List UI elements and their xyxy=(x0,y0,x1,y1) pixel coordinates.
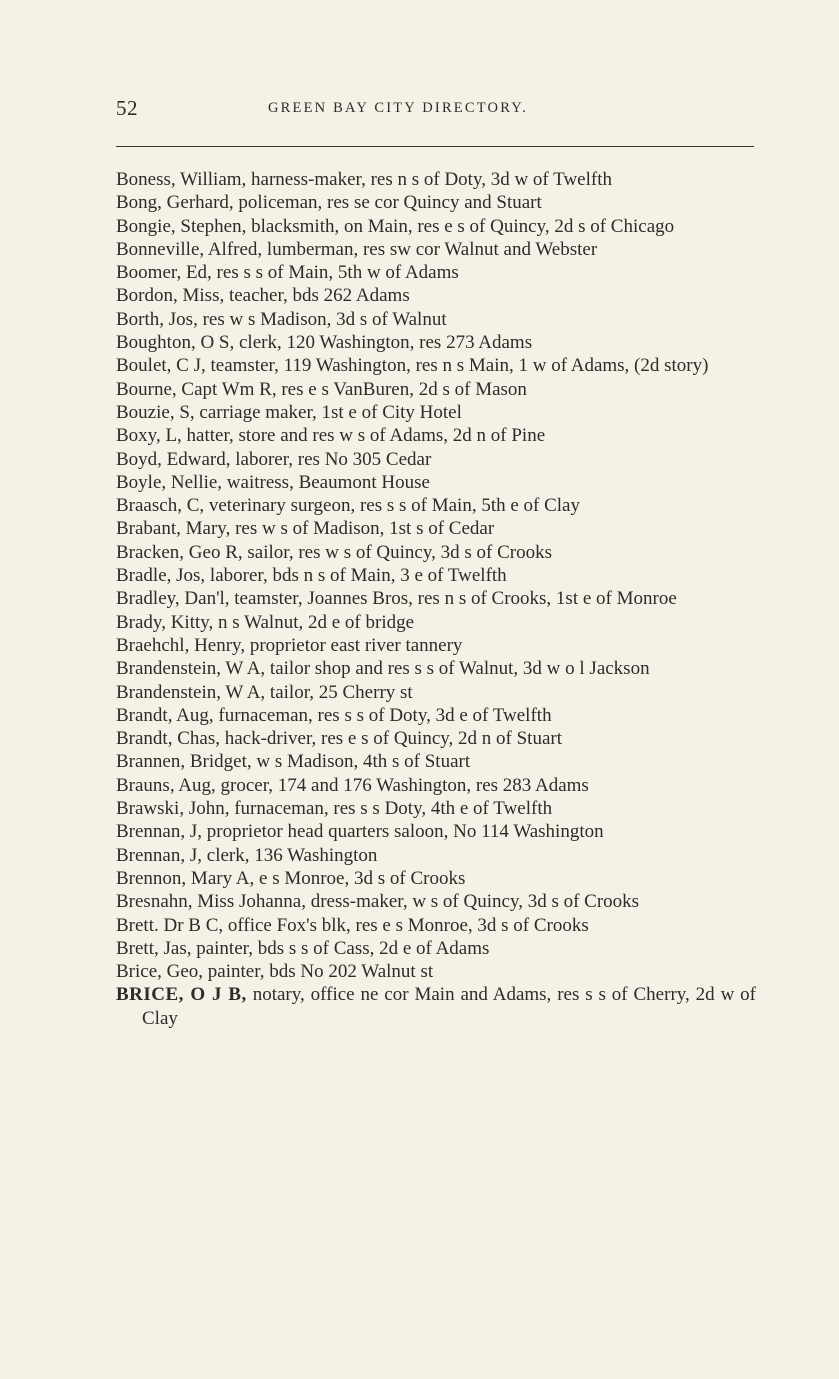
directory-entry xyxy=(116,238,756,261)
entry-text: Borth, Jos, res w s Madison, 3d s of Walnut xyxy=(116,308,447,330)
entry-text: Brennon, Mary A, e s Monroe, 3d s of Crooks xyxy=(116,867,466,889)
entry-text: Brannen, Bridget, w s Madison, 4th s of Stuart xyxy=(116,751,471,773)
directory-entry xyxy=(116,284,756,307)
page-number: 52 xyxy=(116,96,138,120)
directory-entry xyxy=(116,471,756,494)
entry-text: Boness, William, harness-maker, res n s of Doty, 3d w of Twelfth xyxy=(116,169,612,190)
entry-text: Brandt, Chas, hack-driver, res e s of Quincy, 2d n of Stuart xyxy=(116,728,562,750)
directory-entry-bold xyxy=(116,983,756,1030)
entry-text: Boughton, O S, clerk, 120 Washington, res 273 Adams xyxy=(116,332,533,354)
directory-entry xyxy=(116,914,756,937)
directory-entry xyxy=(116,541,756,564)
directory-entry xyxy=(116,191,756,214)
entry-text: Braasch, C, veterinary surgeon, res s s of Main, 5th e of Clay xyxy=(116,495,580,517)
entry-text: Bonneville, Alfred, lumberman, res sw cor Walnut and Webster xyxy=(116,238,598,260)
entry-text: Bong, Gerhard, policeman, res se cor Quincy and Stuart xyxy=(116,192,542,214)
directory-entry xyxy=(116,797,756,820)
directory-entry xyxy=(116,564,756,587)
directory-entry xyxy=(116,820,756,843)
directory-entry xyxy=(116,401,756,424)
entry-text: Bresnahn, Miss Johanna, dress-maker, w s of Quincy, 3d s of Crooks xyxy=(116,891,640,913)
entry-text: Brice, Geo, painter, bds No 202 Walnut st xyxy=(116,961,434,983)
directory-entry xyxy=(116,867,756,890)
entry-text: Bourne, Capt Wm R, res e s VanBuren, 2d s of Mason xyxy=(116,378,527,400)
directory-entry xyxy=(116,261,756,284)
entry-text: Brett, Jas, painter, bds s s of Cass, 2d e of Adams xyxy=(116,937,490,959)
entry-text: Brennan, J, clerk, 136 Washington xyxy=(116,844,378,866)
header-rule xyxy=(116,146,754,147)
directory-entry xyxy=(116,890,756,913)
entry-text: Bongie, Stephen, blacksmith, on Main, res e s of Quincy, 2d s of Chicago xyxy=(116,215,675,237)
directory-entry xyxy=(116,308,756,331)
directory-entry xyxy=(116,424,756,447)
entry-text: Brandenstein, W A, tailor shop and res s s of Walnut, 3d w o l Jackson xyxy=(116,658,650,680)
entry-text: Brady, Kitty, n s Walnut, 2d e of bridge xyxy=(116,611,415,633)
entry-text: Bradley, Dan'l, teamster, Joannes Bros, res n s of Crooks, 1st e of Monroe xyxy=(116,588,677,610)
directory-entry xyxy=(116,960,756,983)
directory-entry xyxy=(116,448,756,471)
directory-entry xyxy=(116,937,756,960)
running-title: GREEN BAY CITY DIRECTORY. xyxy=(268,100,528,116)
directory-entry xyxy=(116,354,756,377)
directory-entry xyxy=(116,634,756,657)
entry-text: Brawski, John, furnaceman, res s s Doty, 4th e of Twelfth xyxy=(116,798,553,820)
entry-text: Brabant, Mary, res w s of Madison, 1st s of Cedar xyxy=(116,518,495,540)
entry-text: Bouzie, S, carriage maker, 1st e of City Hotel xyxy=(116,401,462,423)
entry-text: Bordon, Miss, teacher, bds 262 Adams xyxy=(116,285,410,307)
directory-entry xyxy=(116,657,756,680)
entry-name-bold: BRICE, O J B, xyxy=(116,984,247,1006)
directory-entry xyxy=(116,378,756,401)
directory-entry xyxy=(116,168,756,191)
directory-entry xyxy=(116,750,756,773)
entry-text: Boyle, Nellie, waitress, Beaumont House xyxy=(116,471,430,493)
directory-entries xyxy=(116,168,756,1030)
directory-entry xyxy=(116,704,756,727)
entry-text: Boomer, Ed, res s s of Main, 5th w of Adams xyxy=(116,262,459,284)
entry-text: Brandt, Aug, furnaceman, res s s of Doty, 3d e of Twelfth xyxy=(116,704,552,726)
entry-text: Brandenstein, W A, tailor, 25 Cherry st xyxy=(116,681,413,703)
entry-text: notary, office ne cor Main and Adams, res s s of Cherry, 2d w of Clay xyxy=(142,984,756,1029)
entry-text: Boxy, L, hatter, store and res w s of Adams, 2d n of Pine xyxy=(116,425,546,447)
directory-entry xyxy=(116,727,756,750)
directory-entry xyxy=(116,587,756,610)
page-header xyxy=(116,96,756,126)
directory-entry xyxy=(116,681,756,704)
directory-entry xyxy=(116,611,756,634)
directory-entry xyxy=(116,774,756,797)
entry-text: Bracken, Geo R, sailor, res w s of Quincy, 3d s of Crooks xyxy=(116,541,552,563)
entry-text: Brennan, J, proprietor head quarters saloon, No 114 Washington xyxy=(116,821,604,843)
entry-text: Boulet, C J, teamster, 119 Washington, res n s Main, 1 w of Adams, (2d story) xyxy=(116,355,709,377)
directory-entry xyxy=(116,517,756,540)
directory-entry xyxy=(116,331,756,354)
directory-entry xyxy=(116,494,756,517)
directory-entry xyxy=(116,215,756,238)
directory-entry xyxy=(116,844,756,867)
entry-text: Braehchl, Henry, proprietor east river tannery xyxy=(116,634,463,656)
entry-text: Bradle, Jos, laborer, bds n s of Main, 3 e of Twelfth xyxy=(116,565,507,587)
entry-text: Brauns, Aug, grocer, 174 and 176 Washington, res 283 Adams xyxy=(116,774,589,796)
entry-text: Brett. Dr B C, office Fox's blk, res e s Monroe, 3d s of Crooks xyxy=(116,914,589,936)
entry-text: Boyd, Edward, laborer, res No 305 Cedar xyxy=(116,448,432,470)
